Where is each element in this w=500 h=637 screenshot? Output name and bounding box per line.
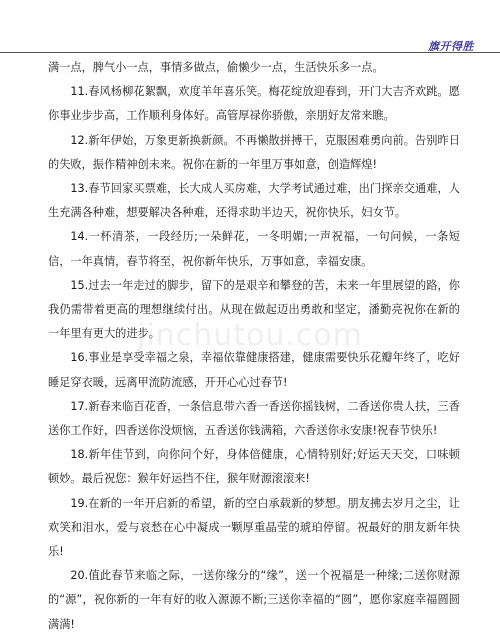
paragraph-continuation: 满一点，脾气小一点，事情多做点，偷懒少一点，生活快乐多一点。 bbox=[48, 61, 384, 74]
paragraph-17: 17.新春来临百花香，一条信息带六香一香送你摇钱树，二香送你贵人扶，三香送你工作好，四香送你没烦恼，五香送你钱满箱，六香送你永安康!祝春节快乐! bbox=[48, 399, 460, 438]
header-title: 旗开得胜 bbox=[428, 40, 474, 53]
paragraph-11: 11.春风杨柳花絮飘，欢度羊年喜乐笑。梅花绽放迎春到，开门大吉齐欢跳。愿你事业步步高，工作顺利身体好。高管厚禄你骄傲，亲朋好友常来瞧。 bbox=[48, 85, 460, 123]
paragraph-15: 15.过去一年走过的脚步，留下的是艰辛和攀登的苦，未来一年里展望的路，你我仍需带着更高的理想继续付出。从现在做起迈出勇敢和坚定，潘勤亮祝你在新的一年里有更大的进步。 bbox=[48, 278, 460, 341]
paragraph-12: 12.新年伊始，万象更新换新颜。不再懒散拼搏干，克服困难勇向前。告别昨日的失败，振作精神创未来。祝你在新的一年里万事如意，创造辉煌! bbox=[48, 133, 460, 171]
paragraph-13: 13.春节回家买票难，长大成人买房难，大学考试通过难，出门探亲交通难，人生充满各种难，想要解决各种难，还得求助半边天，祝你快乐，妇女节。 bbox=[48, 182, 460, 220]
paragraph-18: 18.新年佳节到，向你问个好，身体倍健康，心情特别好;好运天天交，口味顿顿妙。最后祝您：猴年好运挡不住，猴年财源滚滚来! bbox=[48, 448, 460, 486]
header-divider bbox=[0, 52, 500, 53]
document-body bbox=[48, 56, 460, 637]
paragraph-14: 14.一杯清茶，一段经历;一朵鲜花，一冬明媚;一声祝福，一句问候，一条短信，一年真情，春节将至，祝你新年快乐，万事如意，幸福安康。 bbox=[48, 230, 460, 268]
paragraph-19: 19.在新的一年开启新的希望，新的空白承载新的梦想。朋友拂去岁月之尘，让欢笑和泪水，爱与哀愁在心中凝成一颗厚重晶莹的琥珀停留。祝最好的朋友新年快乐! bbox=[48, 496, 460, 559]
paragraph-16: 16.事业是享受幸福之泉，幸福依靠健康搭建，健康需要快乐花瓣年终了，吃好睡足穿衣暖，远离甲流防流感，开开心心过春节! bbox=[48, 351, 460, 389]
paragraph-20: 20.值此春节来临之际，一送你缘分的“缘”，送一个祝福是一种缘;二送你财源的“源”，祝你新的一年有好的收入源源不断;三送你幸福的“圆”，愿你家庭幸福圆圆满满! bbox=[48, 569, 460, 631]
watermark: jinchutou.com bbox=[137, 318, 363, 353]
